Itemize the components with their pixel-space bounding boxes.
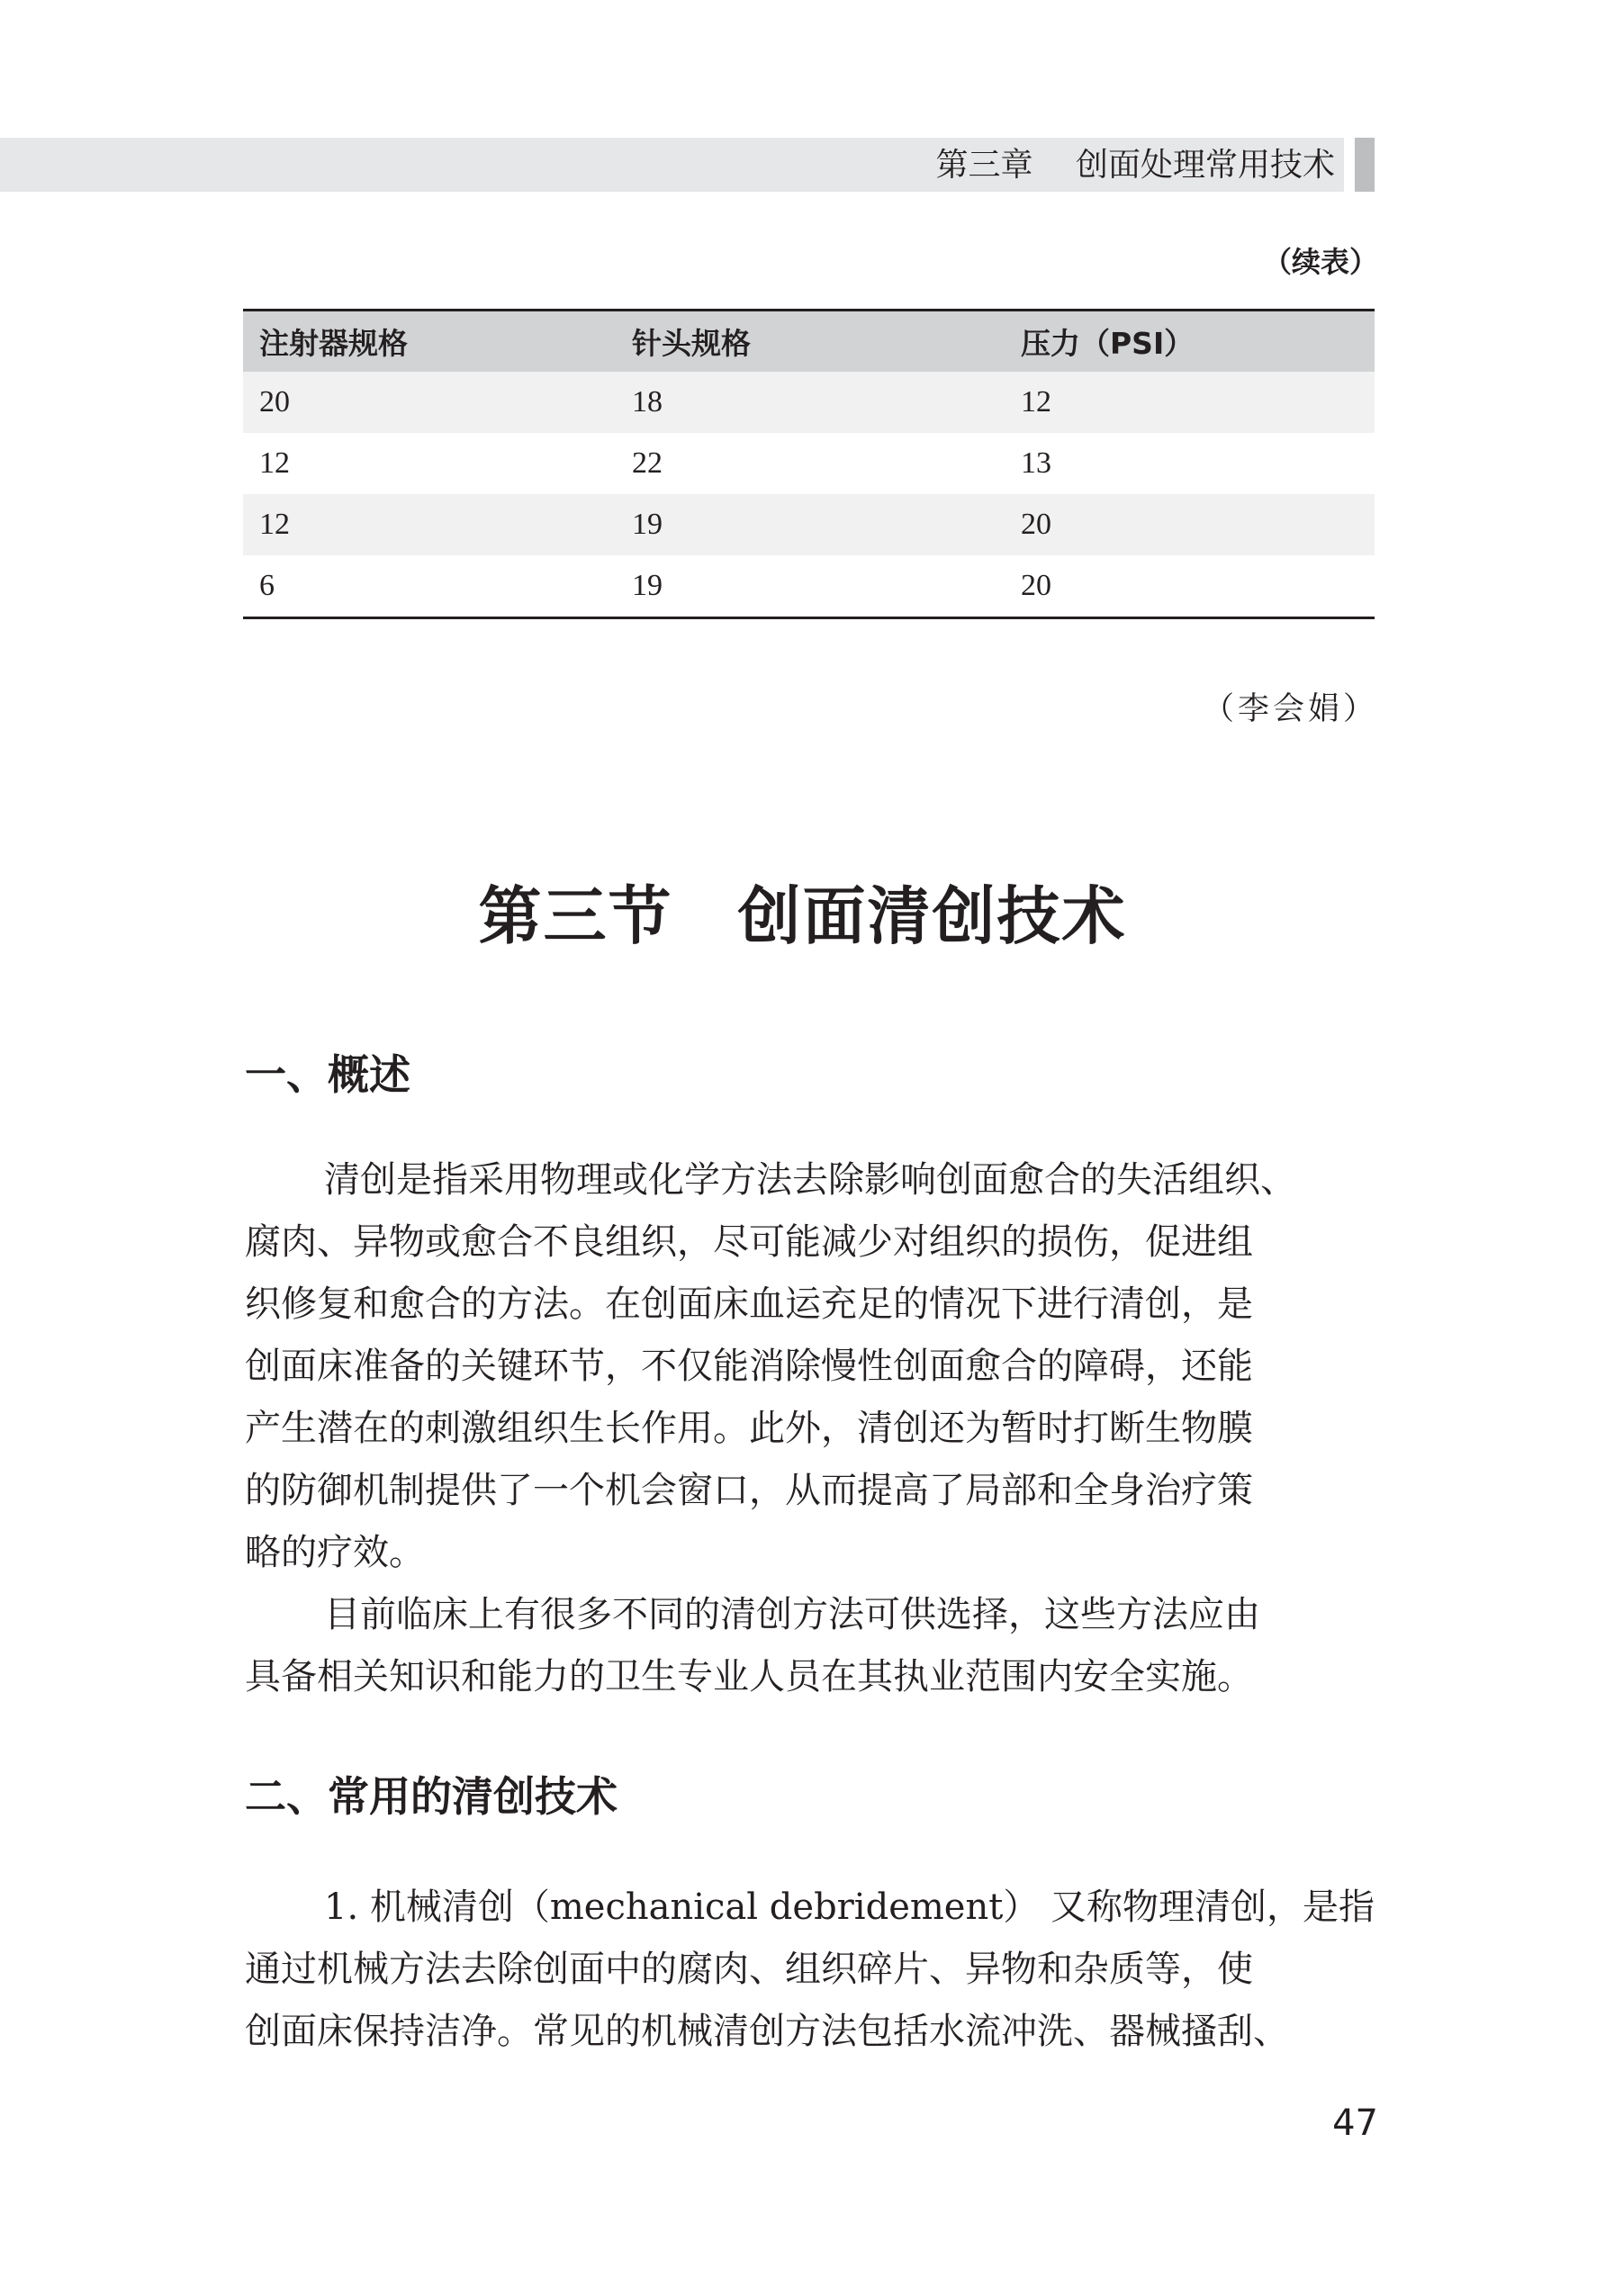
text-line: 具备相关知识和能力的卫生专业人员在其执业范围内安全实施。	[245, 1656, 1253, 1697]
table-cell: 6	[259, 569, 275, 602]
table-cell: 20	[259, 385, 290, 419]
text-line: 腐肉、异物或愈合不良组织，尽可能减少对组织的损伤，促进组	[245, 1221, 1253, 1263]
text-line: 略的疗效。	[245, 1532, 425, 1573]
text-line: 创面床保持洁净。常见的机械清创方法包括水流冲洗、器械搔刮、	[245, 2011, 1289, 2052]
table-row	[243, 555, 1375, 617]
chapter-title: 创面处理常用技术	[1075, 147, 1335, 184]
table-cell: 12	[259, 508, 290, 541]
table-cell: 12	[259, 446, 290, 480]
text-line: 通过机械方法去除创面中的腐肉、组织碎片、异物和杂质等，使	[245, 1949, 1253, 1990]
column-header: 针头规格	[632, 326, 751, 361]
column-header: 注射器规格	[259, 326, 408, 361]
subsection-heading-overview: 一、概述	[245, 1050, 410, 1099]
table-cell: 20	[1021, 508, 1051, 541]
text-line: 的防御机制提供了一个机会窗口，从而提高了局部和全身治疗策	[245, 1470, 1253, 1511]
table-cell: 20	[1021, 569, 1051, 602]
table-cell: 12	[1021, 385, 1051, 419]
column-header: 压力（PSI）	[1021, 326, 1195, 361]
overview-paragraph-2	[245, 1584, 1377, 1708]
table-cell: 19	[632, 569, 663, 602]
table-cell: 22	[632, 446, 663, 480]
table-continued-label: （续表）	[1262, 245, 1378, 279]
text-line: 清创是指采用物理或化学方法去除影响创面愈合的失活组织、	[324, 1159, 1296, 1201]
running-header	[936, 142, 1335, 189]
techniques-paragraph-1	[245, 1877, 1377, 2063]
table-cell: 19	[632, 508, 663, 541]
table-cell: 18	[632, 385, 663, 419]
subsection-heading-techniques: 二、常用的清创技术	[245, 1772, 618, 1821]
section-title: 第三节 创面清创技术	[478, 878, 1127, 953]
header-tab-marker	[1355, 138, 1375, 192]
overview-paragraph-1	[245, 1149, 1377, 1584]
table-header-row	[243, 311, 1375, 372]
text-line: 产生潜在的刺激组织生长作用。此外，清创还为暂时打断生物膜	[245, 1408, 1253, 1449]
author-attribution: （李会娟）	[1202, 691, 1378, 727]
text-line: 目前临床上有很多不同的清创方法可供选择，这些方法应由	[324, 1594, 1260, 1635]
text-line: 1. 机械清创（mechanical debridement） 又称物理清创，是指	[324, 1886, 1375, 1928]
chapter-label: 第三章	[935, 147, 1033, 184]
text-line: 创面床准备的关键环节，不仅能消除慢性创面愈合的障碍，还能	[245, 1346, 1253, 1387]
pressure-table	[243, 309, 1375, 619]
table-row	[243, 433, 1375, 494]
text-line: 织修复和愈合的方法。在创面床血运充足的情况下进行清创，是	[245, 1283, 1253, 1325]
table-cell: 13	[1021, 446, 1051, 480]
page-number: 47	[1332, 2102, 1378, 2144]
table-row	[243, 494, 1375, 555]
table-row	[243, 372, 1375, 433]
